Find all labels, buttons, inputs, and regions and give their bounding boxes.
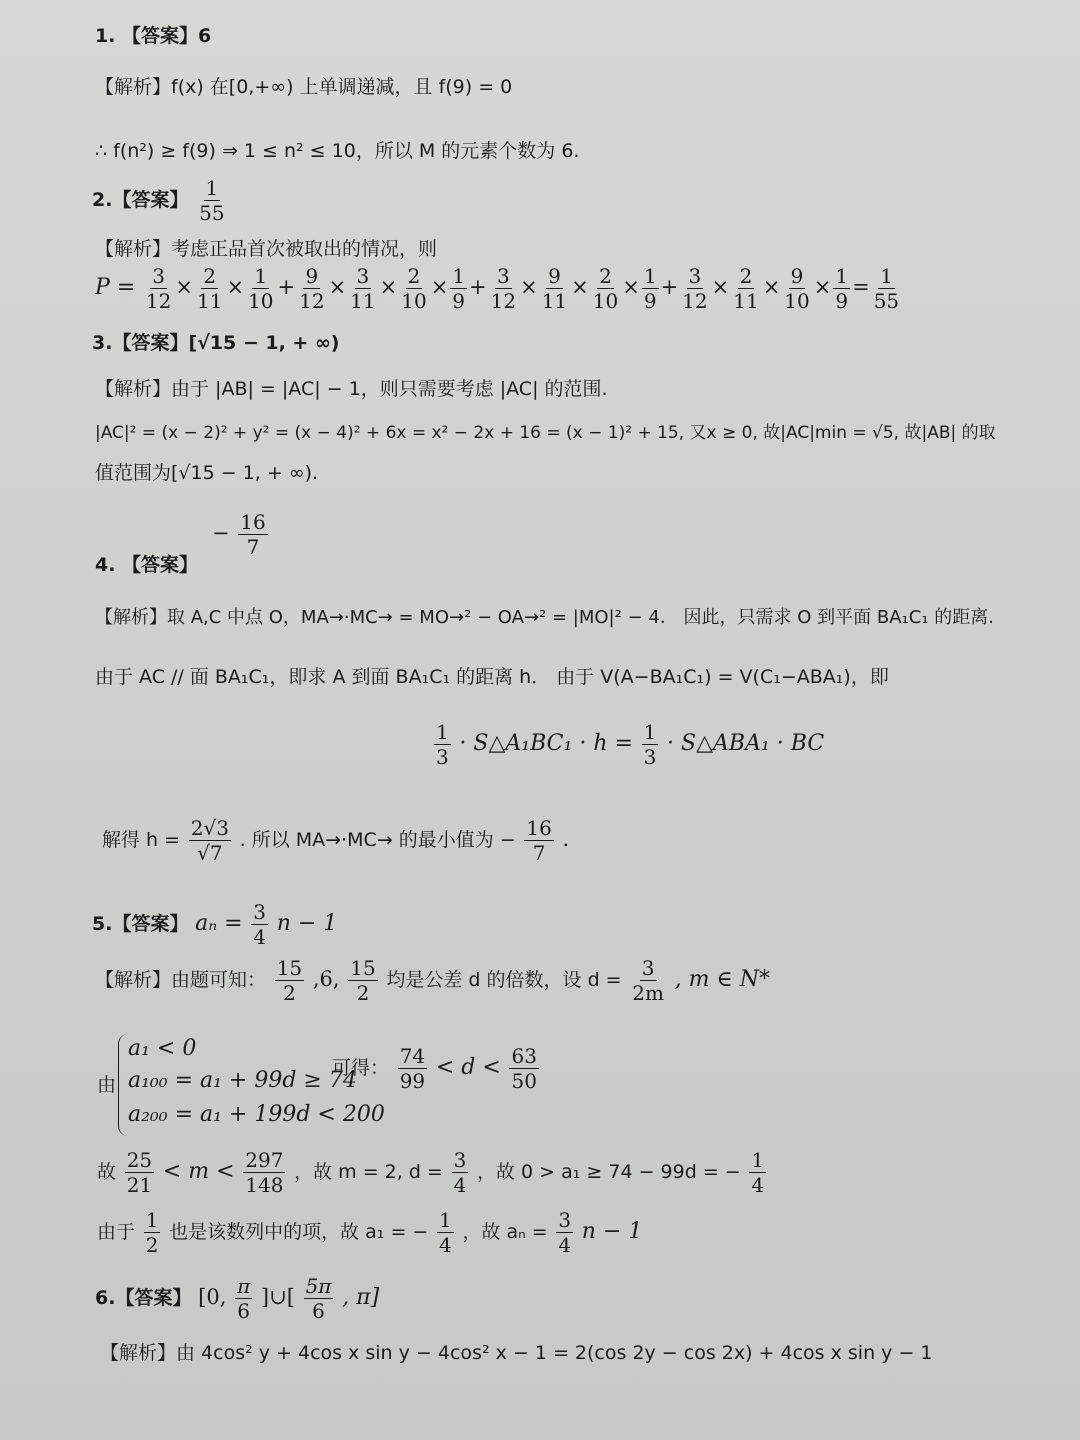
fraction: $\frac{2}{11}$	[196, 264, 223, 313]
p4-answer-fraction: $\frac{16}{7}$	[240, 510, 266, 559]
operator: +	[469, 275, 487, 299]
p1-conclusion: ∴ f(n²) ≥ f(9) ⇒ 1 ≤ n² ≤ 10，所以 M 的元素个数为 6.	[95, 140, 580, 162]
fraction: $\frac{3}{12}$	[490, 264, 517, 313]
p6-answer: 6.【答案】 [0, $\frac{\pi}{6}$ ]∪[ $\frac{5\pi}{6}$ , π]	[95, 1274, 380, 1323]
p2-analysis: 【解析】考虑正品首次被取出的情况，则	[95, 238, 438, 260]
operator: +	[660, 275, 679, 299]
operator: ×	[813, 275, 832, 299]
p5-answer: 5.【答案】 aₙ = $\frac{3}{4}$ n − 1	[92, 900, 338, 949]
operator: ×	[622, 275, 640, 299]
fraction: $\frac{1}{9}$	[835, 264, 849, 313]
p5-d-range: 可得： $\frac{74}{99}$ < d < $\frac{63}{50}$	[332, 1044, 537, 1093]
p5-system-you: 由	[97, 1074, 117, 1096]
p1-answer: 1. 【答案】6	[95, 25, 212, 47]
fraction: $\frac{1}{55}$	[873, 264, 900, 313]
operator: ×	[762, 275, 781, 299]
operator: ×	[571, 275, 589, 299]
fraction: $\frac{2}{11}$	[733, 264, 759, 313]
operator: ×	[379, 275, 398, 299]
fraction: $\frac{9}{10}$	[784, 264, 810, 313]
operator: ×	[520, 275, 538, 299]
p4-answer-value: − $\frac{16}{7}$	[212, 510, 266, 559]
fraction: $\frac{1}{9}$	[452, 264, 466, 313]
p3-analysis: 【解析】由于 |AB| = |AC| − 1，则只需要考虑 |AC| 的范围.	[95, 378, 608, 400]
p2-answer-fraction: $\frac{1}{55}$	[199, 176, 225, 225]
fraction: $\frac{9}{12}$	[299, 264, 325, 313]
p4-volume-equation: $\frac{1}{3}$ · S△A₁BC₁ · h = $\frac{1}{3}$ · S△ABA₁ · BC	[436, 720, 825, 769]
p5-m-range: 故 $\frac{25}{21}$ < m < $\frac{297}{148}$ ，故 m = 2, d = $\frac{3}{4}$ ，故 0 > a₁ ≥ 74 − 99d = − $\frac{1}{4}$	[97, 1148, 765, 1197]
fraction: $\frac{1}{10}$	[248, 264, 274, 313]
p2-probability-formula: P = $\frac{3}{12}$ × $\frac{2}{11}$ × $\frac{1}{10}$ + $\frac{9}{12}$ × $\frac{3}{11}$ × $\frac{2}{10}$ × $\frac{1}{9}$ + $\frac{3}{12}$ × $\frac{9}{11}$ × $\frac{2}{10}$ × $\frac{1}{9}$ + $\frac{3}{12}$ × $\frac{2}{11}$ × $\frac{9}{10}$ × $\frac{1}{9}$ = $\frac{1}{55}$	[95, 266, 903, 311]
p4-solution: 解得 h = $\frac{2√3}{√7}$ . 所以 MA→·MC→ 的最小值为 − $\frac{16}{7}$ .	[102, 816, 570, 865]
fraction: $\frac{2}{10}$	[592, 264, 619, 313]
fraction: $\frac{3}{12}$	[145, 264, 172, 313]
operator: +	[277, 275, 296, 299]
p2-answer: 2.【答案】 $\frac{1}{55}$	[92, 176, 225, 225]
p5-system-eq3: a₂₀₀ = a₁ + 199d < 200	[128, 1102, 385, 1127]
operator: ×	[226, 275, 245, 299]
fraction: $\frac{3}{11}$	[350, 264, 376, 313]
p5-system-eq2: a₁₀₀ = a₁ + 99d ≥ 74	[128, 1068, 357, 1093]
p4-answer-label: 4. 【答案】	[95, 554, 199, 576]
operator: ×	[175, 275, 193, 299]
fraction: $\frac{3}{12}$	[682, 264, 708, 313]
fraction: $\frac{9}{11}$	[541, 264, 568, 313]
operator: ×	[430, 275, 449, 299]
p6-analysis: 【解析】由 4cos² y + 4cos x sin y − 4cos² x − 1 = 2(cos 2y − cos 2x) + 4cos x sin y − 1	[100, 1342, 933, 1364]
p4-analysis: 【解析】取 A,C 中点 O，MA→·MC→ = MO→² − OA→² = |MO|² − 4． 因此，只需求 O 到平面 BA₁C₁ 的距离.	[95, 607, 994, 628]
operator: ×	[328, 275, 347, 299]
p4-volume-relation: 由于 AC // 面 BA₁C₁，即求 A 到面 BA₁C₁ 的距离 h． 由于 V(A−BA₁C₁) = V(C₁−ABA₁)，即	[95, 666, 889, 688]
p5-final: 由于 $\frac{1}{2}$ 也是该数列中的项，故 a₁ = − $\frac{1}{4}$ ，故 aₙ = $\frac{3}{4}$ n − 1	[97, 1208, 643, 1257]
operator: ×	[711, 275, 730, 299]
p5-system-eq1: a₁ < 0	[128, 1036, 197, 1061]
operator: =	[852, 275, 870, 299]
fraction: $\frac{2}{10}$	[401, 264, 427, 313]
p3-range: 值范围为[√15 − 1, + ∞).	[95, 462, 319, 484]
p5-analysis: 【解析】由题可知： $\frac{15}{2}$ ,6, $\frac{15}{2}$ 均是公差 d 的倍数，设 d = $\frac{3}{2m}$ , m ∈ N*	[95, 956, 771, 1005]
p3-derivation: |AC|² = (x − 2)² + y² = (x − 4)² + 6x = x² − 2x + 16 = (x − 1)² + 15, 又x ≥ 0, 故|AC|min = √5, 故|AB| 的取	[95, 423, 996, 443]
p1-analysis: 【解析】f(x) 在[0,+∞) 上单调递减，且 f(9) = 0	[95, 76, 513, 98]
p3-answer: 3.【答案】[√15 − 1, + ∞)	[92, 332, 340, 354]
fraction: $\frac{1}{9}$	[643, 264, 657, 313]
